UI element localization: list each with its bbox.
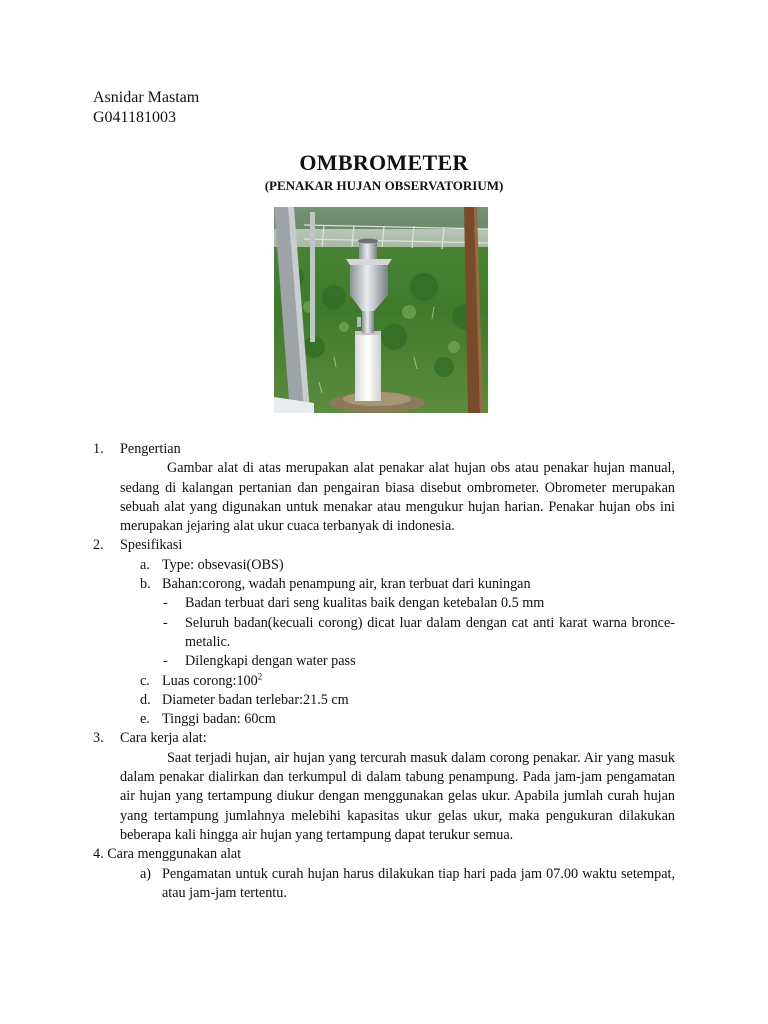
section-4-heading: 4. Cara menggunakan alat xyxy=(93,846,242,863)
spec-item-d xyxy=(93,691,675,710)
spec-text: Tinggi badan: 60cm xyxy=(162,711,276,728)
usage-label: a) xyxy=(140,865,152,882)
bullet-dash: - xyxy=(163,653,168,670)
spec-text: Bahan:corong, wadah penampung air, kran terbuat dari kuningan xyxy=(162,576,531,593)
section-1-paragraph: Gambar alat di atas merupakan alat penakar alat hujan obs atau penakar hujan manual, sedang di kalangan pertanian dan pengairan biasa disebut ombrometer. Obrometer merupakan sebuah alat yang digunakan untuk menakar atau mengukur hujan harian. Penakar hujan obs ini merupakan jejaring alat ukur cuaca terbanyak di indonesia. xyxy=(120,460,675,535)
spec-item-a xyxy=(93,556,675,575)
section-title: Pengertian xyxy=(120,441,181,457)
section-1-heading xyxy=(93,440,675,459)
spec-text: Type: obsevasi(OBS) xyxy=(162,556,284,573)
spec-item-e xyxy=(93,710,675,729)
spec-item-c xyxy=(93,672,675,691)
section-3-paragraph: Saat terjadi hujan, air hujan yang tercurah masuk dalam corong penakar. Air yang masuk dalam penakar dialirkan dan terkumpul di dalam tabung penampung. Pada jam-jam pengamatan air hujan yang tertampung diukur dengan menggunakan gelas ukur. Apabila jumlah curah hujan yang tertampung jumlahnya melebihi kapasitas ukur gelas ukur, maka pengukuran dilakukan beberapa kali hingga air hujan yang tertampung dapat terukur semua. xyxy=(120,749,675,843)
spec-label: b. xyxy=(140,576,151,593)
spec-label: d. xyxy=(140,691,151,708)
document-body xyxy=(93,440,675,903)
section-number: 1. xyxy=(93,441,104,457)
bullet-text: Seluruh badan(kecuali corong) dicat luar dalam dengan cat anti karat warna bronce-metalic. xyxy=(185,614,675,650)
section-number: 3. xyxy=(93,730,104,747)
bullet-text: Badan terbuat dari seng kualitas baik dengan ketebalan 0.5 mm xyxy=(185,595,545,612)
spec-bullet-3 xyxy=(93,652,675,671)
student-id: G041181003 xyxy=(93,109,176,126)
document-title: OMBROMETER xyxy=(299,150,469,175)
superscript: 2 xyxy=(257,670,263,681)
bullet-dash: - xyxy=(163,614,168,631)
usage-text: Pengamatan untuk curah hujan harus dilakukan tiap hari pada jam 07.00 waktu setempat, atau jam-jam tertentu. xyxy=(162,865,675,901)
section-title: Spesifikasi xyxy=(120,537,183,554)
spec-bullet-2 xyxy=(93,614,675,653)
bullet-dash: - xyxy=(163,595,168,612)
spec-label: e. xyxy=(140,711,150,728)
section-2-heading xyxy=(93,536,675,555)
spec-text: Luas corong:100 xyxy=(162,672,258,689)
spec-item-b xyxy=(93,575,675,594)
usage-item-a xyxy=(93,865,675,904)
document-subtitle: (PENAKAR HUJAN OBSERVATORIUM) xyxy=(264,178,504,193)
bullet-text: Dilengkapi dengan water pass xyxy=(185,653,356,670)
author-name: Asnidar Mastam xyxy=(93,89,200,106)
section-title: Cara kerja alat: xyxy=(120,730,207,747)
spec-text: Diameter badan terlebar:21.5 cm xyxy=(162,691,349,708)
spec-label: a. xyxy=(140,556,150,573)
spec-bullet-1 xyxy=(93,594,675,613)
ombrometer-illustration xyxy=(274,207,488,413)
section-number: 2. xyxy=(93,537,104,554)
spec-label: c. xyxy=(140,672,150,689)
ombrometer-photo xyxy=(274,207,488,413)
section-3-heading xyxy=(93,729,675,748)
author-block xyxy=(93,88,199,128)
